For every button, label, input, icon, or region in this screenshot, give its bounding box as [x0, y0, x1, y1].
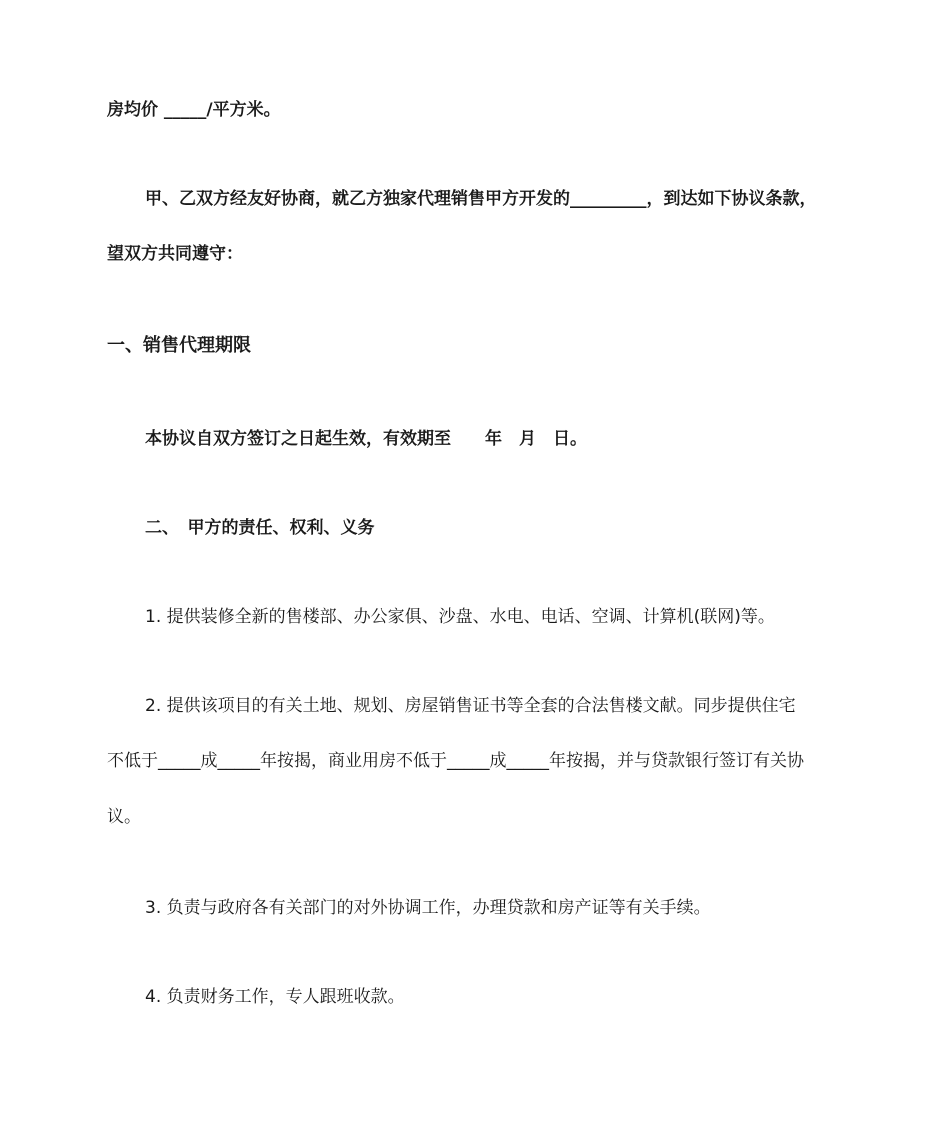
clause-4: 4. 负责财务工作，专人跟班收款。: [145, 987, 405, 1007]
clause-2-line-3: 议。: [107, 807, 141, 827]
price-line: 房均价 _____/平方米。: [107, 100, 281, 120]
clause-2-line-2: 不低于_____成_____年按揭，商业用房不低于_____成_____年按揭，并与贷款银行签订有关协: [107, 751, 804, 771]
validity-clause: 本协议自双方签订之日起生效，有效期至 年 月 日。: [145, 429, 587, 449]
intro-paragraph-line-1: 甲、乙双方经友好协商，就乙方独家代理销售甲方开发的_________，到达如下协议条款，: [145, 189, 817, 209]
clause-3: 3. 负责与政府各有关部门的对外协调工作，办理贷款和房产证等有关手续。: [145, 898, 711, 918]
section-heading-sales-period: 一、销售代理期限: [107, 335, 251, 356]
clause-1: 1. 提供装修全新的售楼部、办公家俱、沙盘、水电、电话、空调、计算机(联网)等。: [145, 607, 775, 627]
clause-2-line-1: 2. 提供该项目的有关土地、规划、房屋销售证书等全套的合法售楼文献。同步提供住宅: [145, 696, 796, 716]
section-heading-party-a-duties: 二、 甲方的责任、权利、义务: [145, 518, 375, 538]
intro-paragraph-line-2: 望双方共同遵守：: [107, 244, 243, 264]
